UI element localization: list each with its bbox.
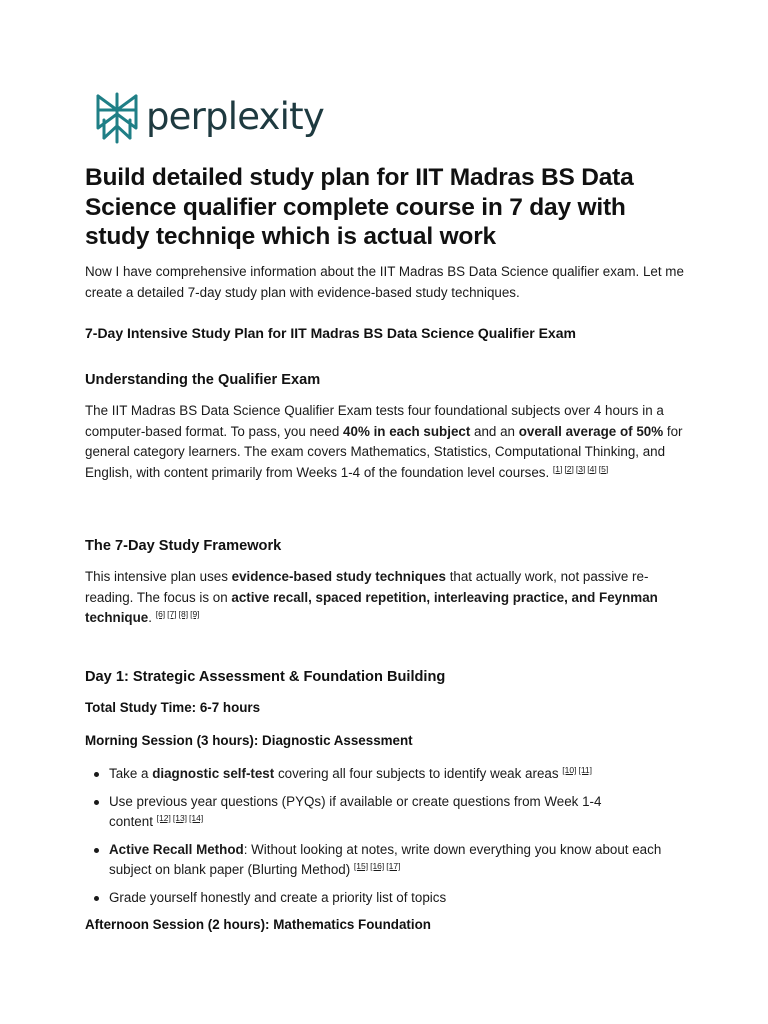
citation-link[interactable]: [12]: [156, 813, 171, 823]
citation-link[interactable]: [2]: [564, 463, 574, 474]
citation-link[interactable]: [5]: [598, 463, 609, 474]
framework-bold-1: evidence-based study techniques: [231, 569, 446, 584]
citation-link[interactable]: [3]: [575, 463, 586, 474]
citation-link[interactable]: [7]: [167, 609, 177, 619]
list-item: Use previous year questions (PYQs) if available or create questions from Week 1-4 content [12] [13] [14]: [85, 792, 629, 832]
list-item: Grade yourself honestly and create a priority list of topics: [85, 888, 685, 908]
overall-average: overall average of 50%: [518, 423, 664, 439]
citation-link[interactable]: [17]: [386, 861, 401, 871]
day1-morning-list: [85, 764, 685, 908]
perplexity-logo-icon: [94, 92, 140, 144]
citation-link[interactable]: [15]: [353, 861, 369, 871]
page-title: Build detailed study plan for IIT Madras BS Data Science qualifier complete course in 7 day with study techniqe which is actual work: [85, 164, 634, 250]
framework-paragraph: This intensive plan uses evidence-based study techniques that actually work, not passive re-reading. The focus is on active recall, spaced repetition, interleaving practice, and Feynman technique. [6] [7] [8] [9]: [85, 569, 658, 625]
logo-wordmark: perplexity: [146, 94, 324, 138]
citation-link[interactable]: [8]: [178, 609, 189, 619]
citation-link[interactable]: [16]: [370, 861, 385, 871]
framework-bold-2: active recall, spaced repetition, interleaving practice, and Feynman technique: [85, 589, 658, 625]
day1-heading: Day 1: Strategic Assessment & Foundation Building: [85, 669, 446, 685]
list-item: Active Recall Method: Without looking at notes, write down everything you know about each subject on blank paper (Blurting Method) [15] [16] [17]: [85, 840, 669, 880]
plan-heading: 7-Day Intensive Study Plan for IIT Madras BS Data Science Qualifier Exam: [85, 325, 576, 341]
understanding-heading: Understanding the Qualifier Exam: [85, 372, 321, 388]
intro-paragraph: Now I have comprehensive information about the IIT Madras BS Data Science qualifier exam. Let me create a detailed 7-day study plan with evidence-based study techniques.: [85, 264, 684, 300]
understanding-paragraph: The IIT Madras BS Data Science Qualifier Exam tests four foundational subjects over 4 hours in a computer-based format. To pass, you need 40% in each subject and an overall average of 50% for general category learners. The exam covers Mathematics, Statistics, Computational Thinking, and English, with content primarily from Weeks 1-4 of the foundation level courses. [1] [2] [3] [4] [5]: [85, 403, 683, 480]
citation-link[interactable]: [14]: [189, 813, 204, 823]
citation-link[interactable]: [11]: [578, 765, 593, 775]
citation-link[interactable]: [6]: [155, 609, 166, 619]
day1-total-time: Total Study Time: 6-7 hours: [85, 700, 261, 715]
citation-link[interactable]: [1]: [552, 463, 563, 474]
framework-heading: The 7-Day Study Framework: [85, 538, 282, 554]
day1-morning-heading: Morning Session (3 hours): Diagnostic Assessment: [85, 733, 413, 748]
day1-afternoon-heading: Afternoon Session (2 hours): Mathematics Foundation: [85, 917, 431, 932]
perplexity-logo: [94, 92, 324, 144]
citation-link[interactable]: [9]: [190, 609, 200, 619]
citation-link[interactable]: [13]: [172, 813, 188, 823]
list-item: Take a diagnostic self-test covering all four subjects to identify weak areas [10] [11]: [85, 764, 685, 784]
citation-link[interactable]: [4]: [587, 463, 597, 474]
citation-link[interactable]: [10]: [562, 765, 577, 775]
pass-each-subject: 40% in each subject: [343, 423, 471, 439]
